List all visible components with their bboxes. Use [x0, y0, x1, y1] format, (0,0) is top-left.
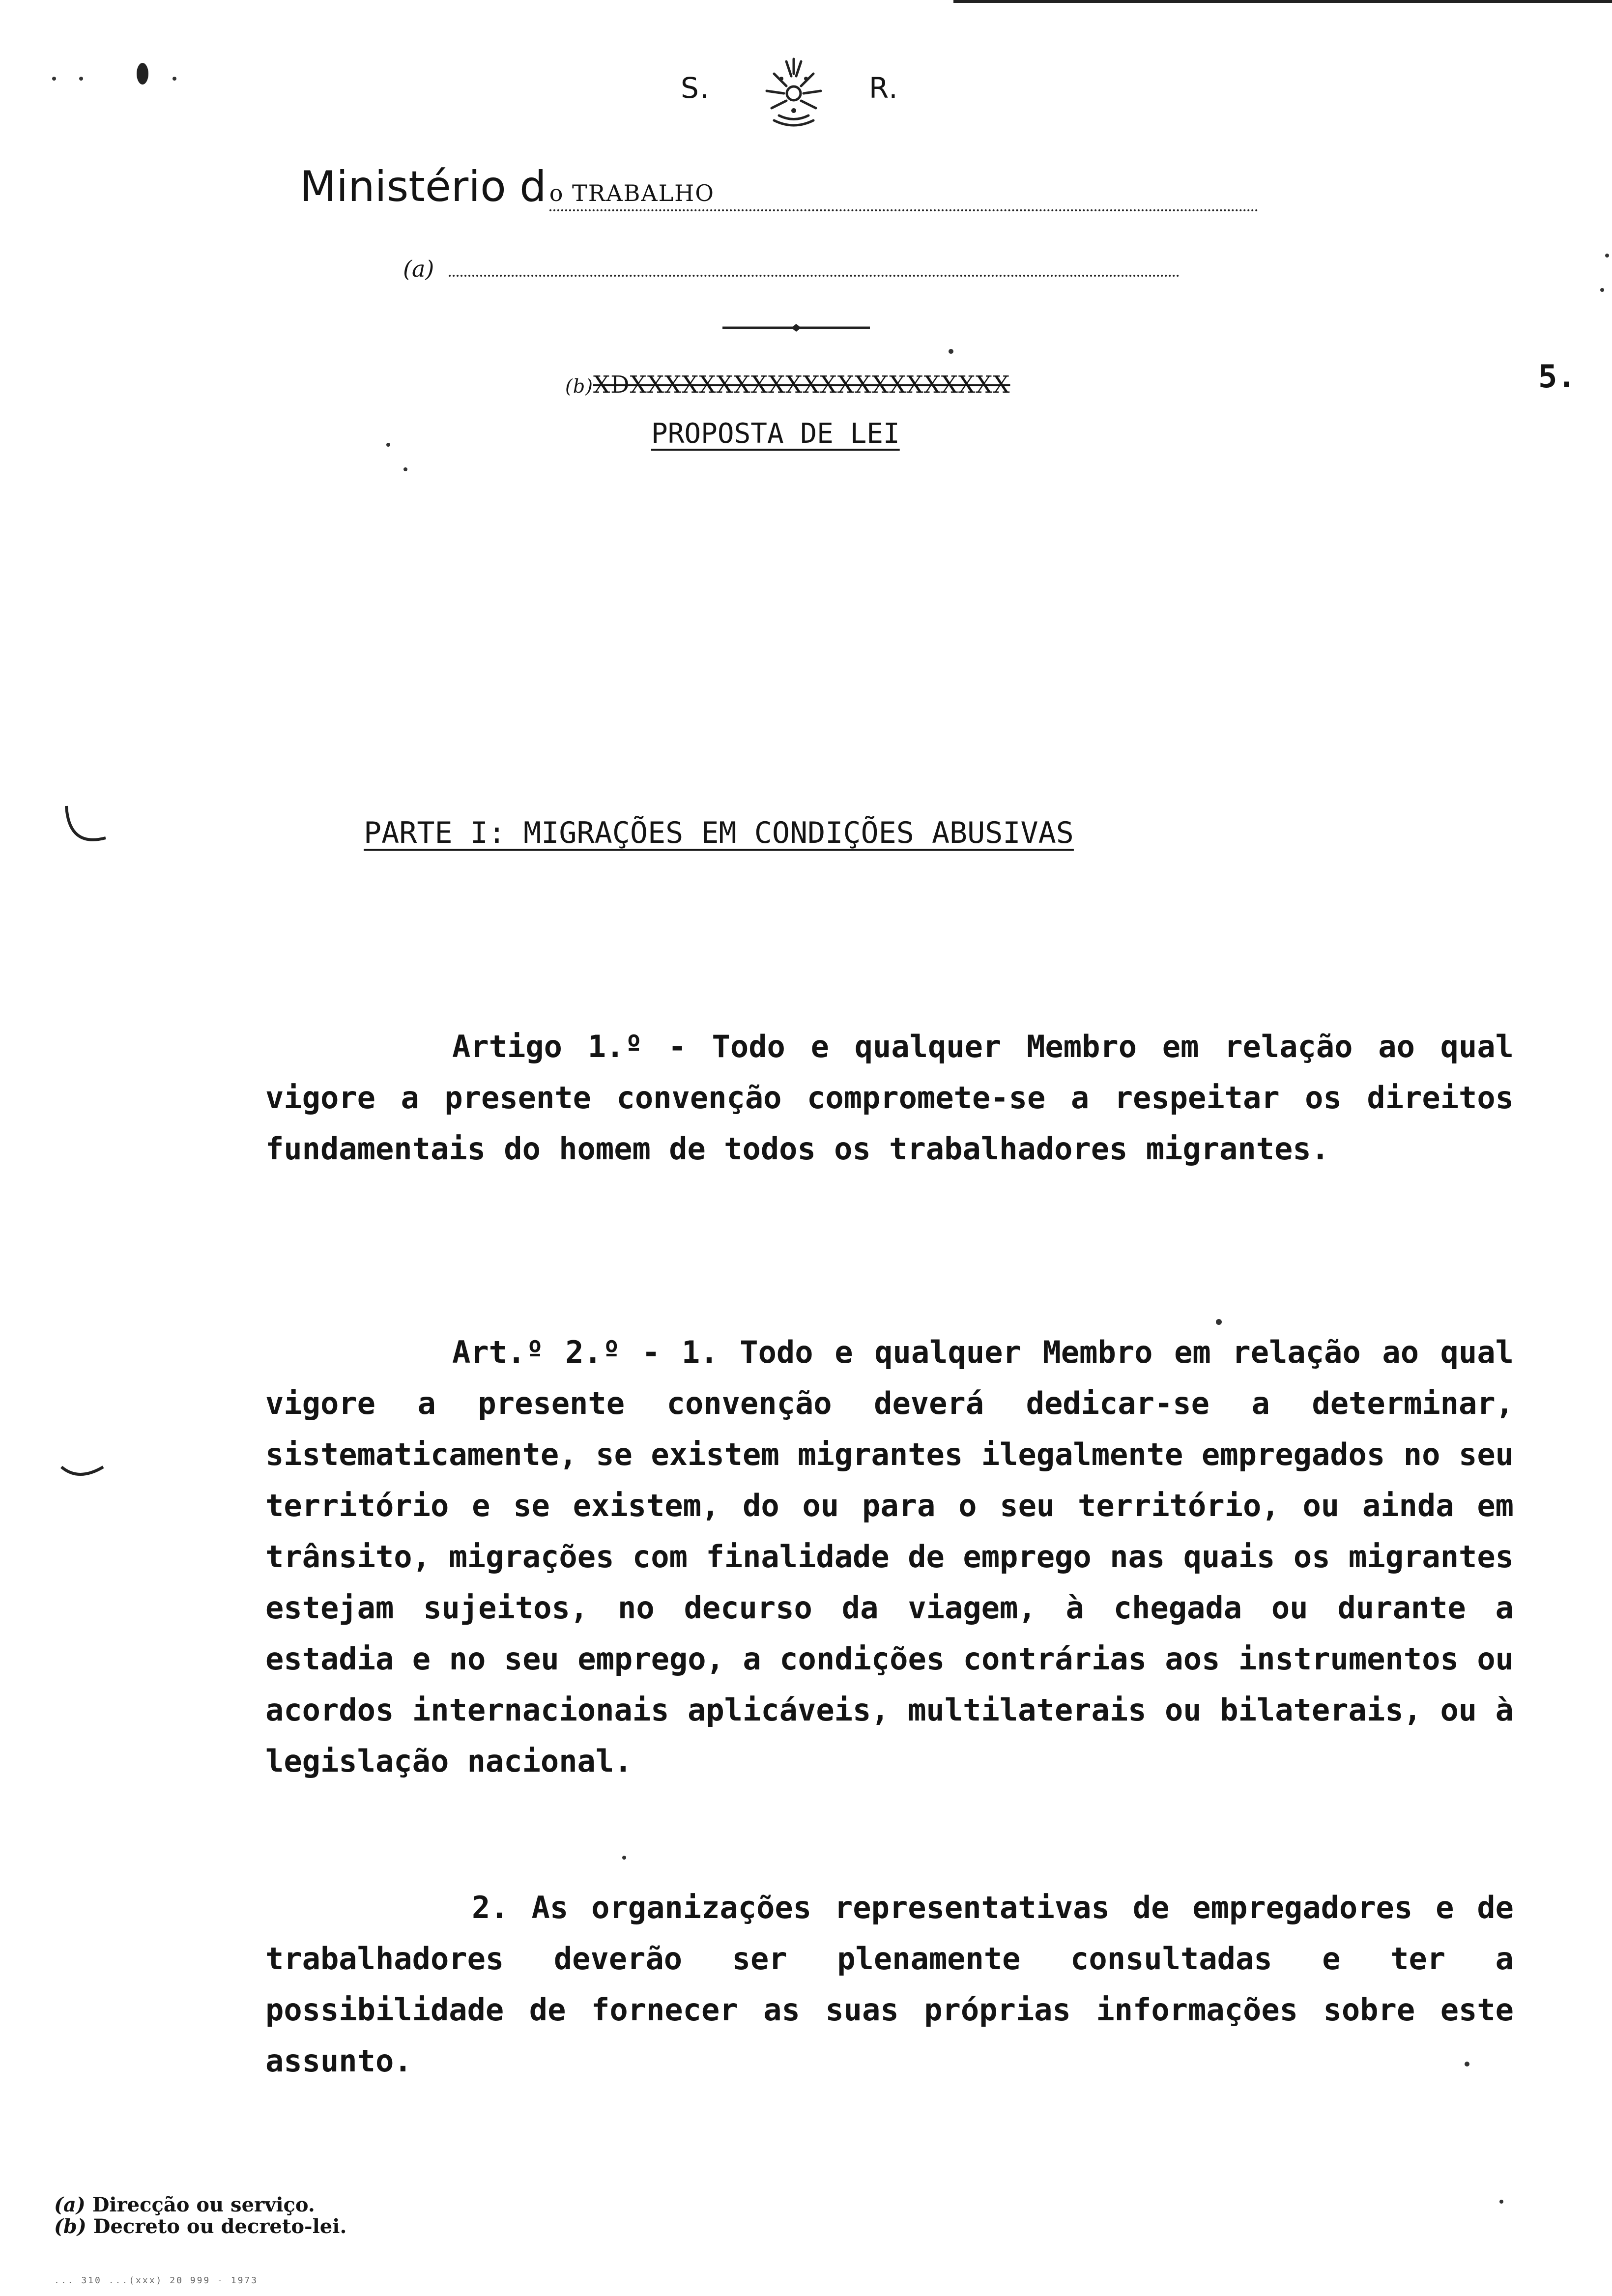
letterhead-right: R.	[869, 71, 899, 105]
punch-hole-arc	[66, 806, 106, 840]
footnote-b	[54, 2216, 346, 2238]
page-number: 5.	[1538, 359, 1577, 395]
footnote-a	[54, 2194, 346, 2216]
print-code: ... 310 ...(xxx) 20 999 - 1973	[54, 2275, 259, 2286]
article-2-paragraph-2: 2. As organizações representativas de empregadores e de trabalhadores deverão ser plenamente consultadas e ter a possibilidade de fornecer as suas próprias informações sobre este assunto.	[265, 1890, 1514, 2079]
struck-prefix: (b)	[565, 375, 593, 397]
footnote-b-label: (b)	[54, 2215, 86, 2238]
footnote-b-text: Decreto ou decreto-lei.	[93, 2215, 347, 2238]
diamond-rule-ornament	[722, 320, 870, 335]
top-edge-rule	[953, 0, 1612, 3]
ministry-department: o TRABALHO	[549, 180, 1258, 211]
article-2-paragraph-1: Art.º 2.º - 1. Todo e qualquer Membro em relação ao qual vigore a presente convenção deverá dedicar-se a determinar, sistematicamente, se existem migrantes ilegalmente empregados no seu território e se existem, do ou para o seu território, ou ainda em trânsito, migrações com finalidade de emprego nas quais os migrantes estejam sujeitos, no decurso da viagem, à chegada ou durante a estadia e no seu emprego, a condições contrárias aos instrumentos ou acordos internacionais aplicáveis, multilaterais ou bilaterais, ou à legislação nacional.	[265, 1334, 1514, 1779]
document-title: PROPOSTA DE LEI	[651, 418, 900, 450]
footnote-a-label: (a)	[54, 2193, 86, 2216]
ministry-label: Ministério d	[300, 162, 547, 211]
letterhead-left: S.	[681, 71, 710, 105]
direction-dotted-line	[449, 265, 1180, 277]
struck-decree-line	[565, 371, 1010, 399]
republic-emblem-icon	[745, 49, 843, 133]
direction-label: (a)	[403, 256, 434, 282]
footnotes	[54, 2194, 346, 2238]
struck-text: XDXXXXXXXXXXXXXXXXXXXXXX	[593, 371, 1010, 399]
section-heading: PARTE I: MIGRAÇÕES EM CONDIÇÕES ABUSIVAS	[364, 816, 1074, 850]
direction-line	[403, 256, 1180, 282]
punch-hole-arc	[61, 1467, 103, 1474]
ministry-line	[300, 162, 1258, 211]
article-1: Artigo 1.º - Todo e qualquer Membro em relação ao qual vigore a presente convenção compromete-se a respeitar os direitos fundamentais do homem de todos os trabalhadores migrantes.	[265, 1029, 1514, 1167]
footnote-a-text: Direcção ou serviço.	[92, 2193, 315, 2216]
ink-spot	[137, 63, 148, 85]
